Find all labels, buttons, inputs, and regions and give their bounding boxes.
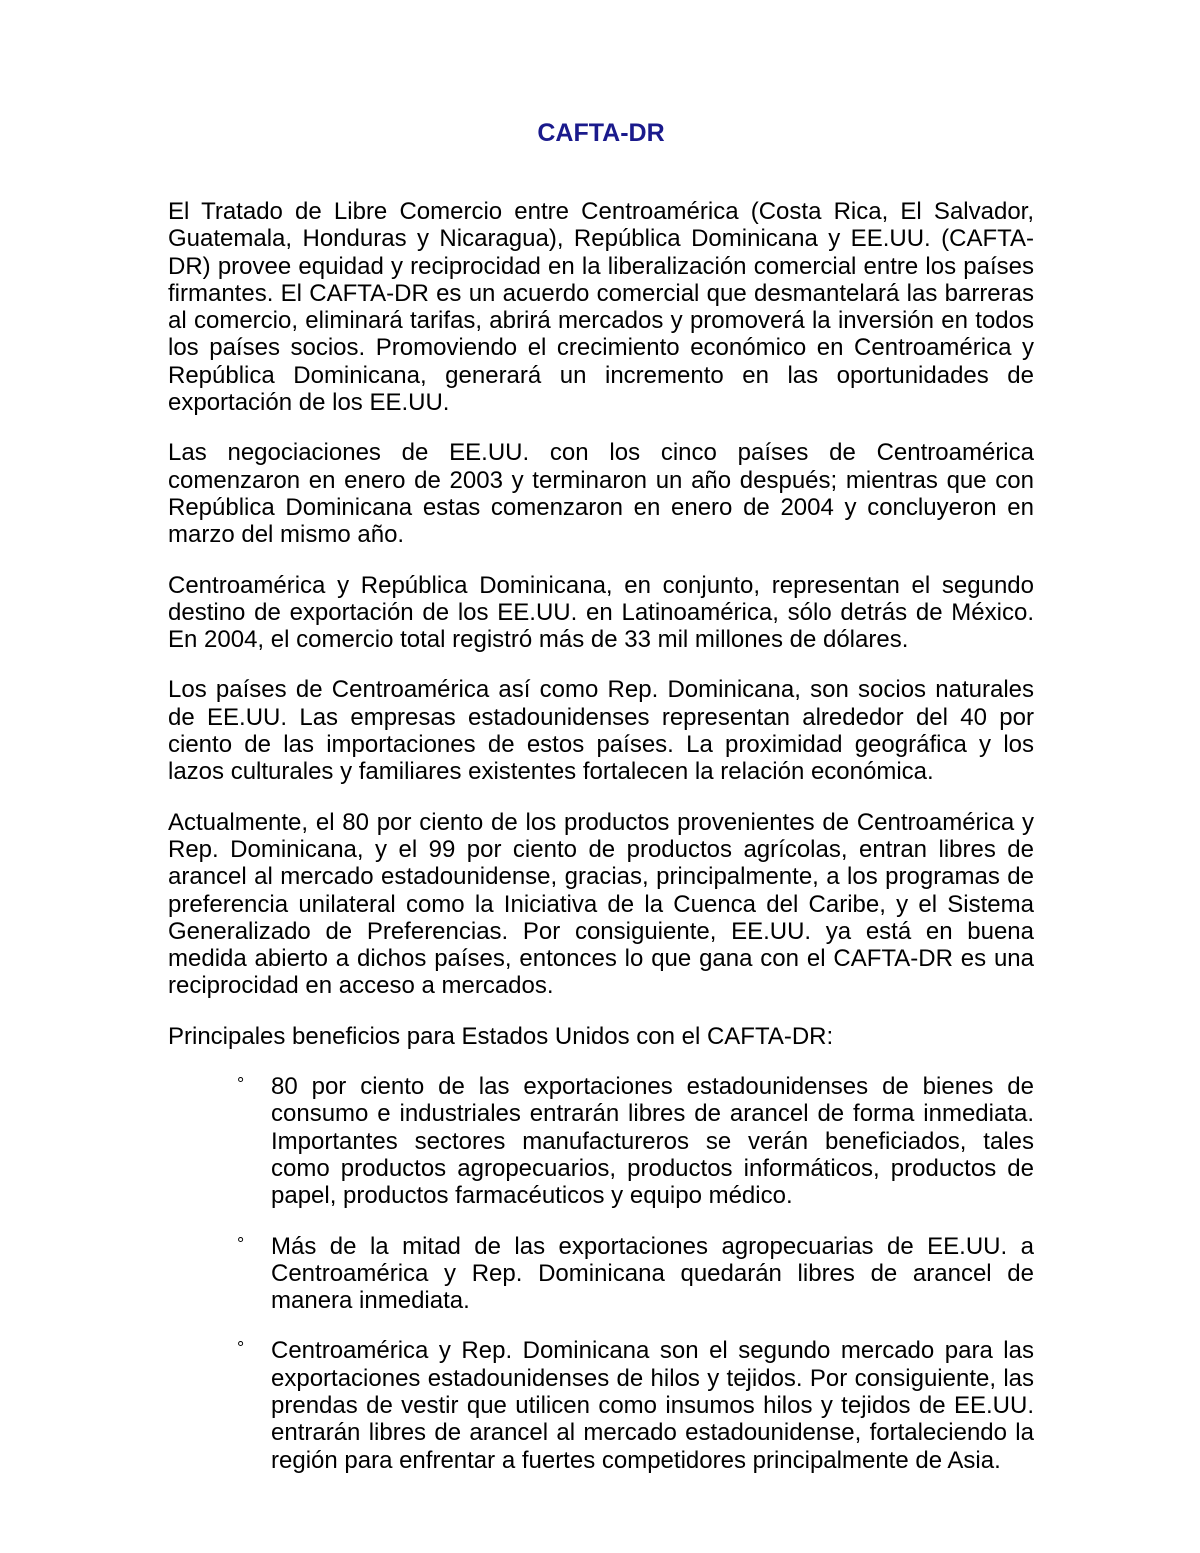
bullet-marker: ° <box>237 1233 245 1254</box>
paragraph-benefits-heading: Principales beneficios para Estados Unidos con el CAFTA-DR: <box>168 1022 834 1050</box>
list-item <box>168 1337 1034 1473</box>
list-item-text: 80 por ciento de las exportaciones estadounidenses de bienes de consumo e industriales entrarán libres de arancel de forma inmediata. Importantes sectores manufactureros se verán beneficiados, tales como productos agropecuarios, productos informáticos, productos de papel, productos farmacéuticos y equipo médico. <box>271 1073 1034 1210</box>
list-item-text: Más de la mitad de las exportaciones agropecuarias de EE.UU. a Centroamérica y Rep. Dominicana quedarán libres de arancel de manera inmediata. <box>271 1232 1034 1315</box>
list-item-text: Centroamérica y Rep. Dominicana son el segundo mercado para las exportaciones estadounidenses de hilos y tejidos. Por consiguiente, las prendas de vestir que utilicen como insumos hilos y tejidos de EE.UU. entrarán libres de arancel al mercado estadounidense, fortaleciendo la región para enfrentar a fuertes competidores principalmente de Asia. <box>271 1337 1034 1474</box>
document-body <box>168 118 1034 1497</box>
paragraph-current-access: Actualmente, el 80 por ciento de los productos provenientes de Centroamérica y Rep. Dominicana, y el 99 por ciento de productos agrícolas, entran libres de arancel al mercado estadounidense, gracias, principalmente, a los programas de preferencia unilateral como la Iniciativa de la Cuenca del Caribe, y el Sistema Generalizado de Preferencias. Por consiguiente, EE.UU. ya está en buena medida abierto a dichos países, entonces lo que gana con el CAFTA-DR es una reciprocidad en acceso a mercados. <box>168 808 1034 1000</box>
list-item <box>168 1233 1034 1315</box>
benefits-list <box>168 1073 1034 1474</box>
paragraph-export-destination: Centroamérica y República Dominicana, en conjunto, representan el segundo destino de exportación de los EE.UU. en Latinoamérica, sólo detrás de México. En 2004, el comercio total registró más de 33 mil millones de dólares. <box>168 571 1034 654</box>
document-title: CAFTA-DR <box>537 119 665 147</box>
paragraph-intro: El Tratado de Libre Comercio entre Centroamérica (Costa Rica, El Salvador, Guatemala, Honduras y Nicaragua), República Dominicana y EE.UU. (CAFTA-DR) provee equidad y reciprocidad en la liberalización comercial entre los países firmantes. El CAFTA-DR es un acuerdo comercial que desmantelará las barreras al comercio, eliminará tarifas, abrirá mercados y promoverá la inversión en todos los países socios. Promoviendo el crecimiento económico en Centroamérica y República Dominicana, generará un incremento en las oportunidades de exportación de los EE.UU. <box>168 198 1034 417</box>
list-item <box>168 1073 1034 1209</box>
bullet-marker: ° <box>237 1338 245 1359</box>
paragraph-natural-partners: Los países de Centroamérica así como Rep. Dominicana, son socios naturales de EE.UU. Las empresas estadounidenses representan alrededor del 40 por ciento de las importaciones de estos países. La proximidad geográfica y los lazos culturales y familiares existentes fortalecen la relación económica. <box>168 676 1034 786</box>
paragraph-negotiations: Las negociaciones de EE.UU. con los cinco países de Centroamérica comenzaron en enero de 2003 y terminaron un año después; mientras que con República Dominicana estas comenzaron en enero de 2004 y concluyeron en marzo del mismo año. <box>168 439 1034 549</box>
bullet-marker: ° <box>237 1074 245 1095</box>
